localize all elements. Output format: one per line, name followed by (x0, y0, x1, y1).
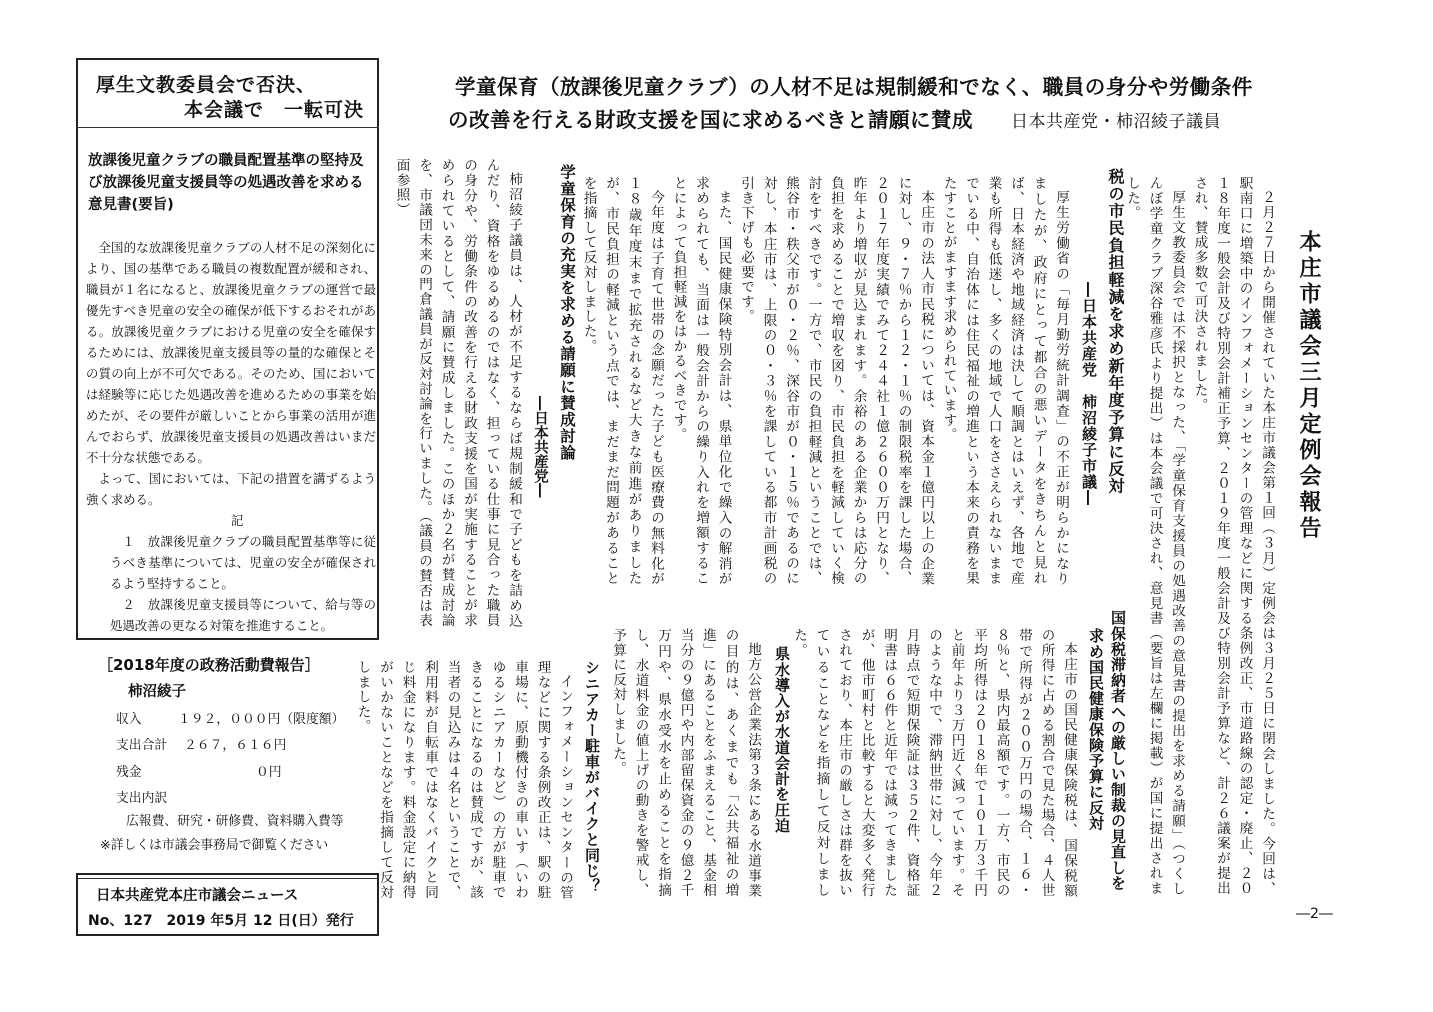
kokuho-paragraph-1: 本庄市の国民健康保険税は、国保税額の所得に占める割合で見た場合、４人世帯で所得が２００万円の場合、１６・８％と、県内最高額です。一方、市民の平均所得は２０１８年で１０１万３千円と前年より３万円近く減っています。そのような中で、滞納世帯に対し、今年２月時点で短期保険証は３５２件、資格証明書は６６件と近年では減ってきましたが、他市町村と比較すると大変多く発行されており、本庄市の厳しさは群を抜いていることなどを指摘して反対しました。 (791, 628, 1077, 898)
tax-body (580, 176, 1072, 586)
water-heading: 県水導入が水道会計を圧迫 (773, 646, 791, 834)
expense-balance-label: 残金 (116, 765, 142, 780)
tax-paragraph-4: 今年度は子育て世帯の念願だった子ども医療費の無料化が１８歳年度末まで拡充されるなど大きな前進がありましたが、市民負担の軽減という点では、まだまだ問題があることを指摘して反対しました。 (580, 176, 664, 586)
expense-income-label: 収入 (116, 712, 142, 727)
sidebar-headline-2: 本会議で 一転可決 (184, 99, 365, 121)
petition-note: 記 (231, 513, 244, 528)
expense-income-value: １９２，０００円（限度額） (178, 712, 345, 727)
expense-note: ※詳しくは市議会事務局で御覧ください (100, 838, 329, 853)
report-paragraph-1: ２月２７日から開催されていた本庄市議会第１回（３月）定例会は３月２５日に閉会しました。今回は、駅南口に増築中のインフォメーションセンターの管理などに関する条例改正、市道路線の認定・廃止、２０１８年度一般会計及び特別会計補正予算、２０１９年度一般会計及び特別会計予算など、計２６議案が提出され、賛成多数で可決されました。 (1191, 176, 1275, 896)
page-number: ―2― (1296, 906, 1333, 922)
report-heading: 本庄市議会三月定例会報告 (1296, 230, 1321, 542)
expense-income (116, 708, 345, 727)
gakudo-body (393, 158, 525, 628)
kokuho-heading-2: 求め国民健康保険予算に反対 (1087, 628, 1105, 831)
gakudo-heading: 学童保育の充実を求める請願に賛成討論 (558, 164, 576, 461)
tax-byline: ―日本共産党 柿沼綾子市議― (1080, 282, 1098, 506)
kokuho-body (791, 628, 1080, 898)
expense-detail-value: 広報費、研究・研修費、資料購入費等 (126, 814, 344, 829)
parking-heading: シニアカー駐車がバイクと同じ？ (583, 660, 601, 894)
expense-total-label: 支出合計 (116, 738, 168, 753)
sidebar-divider (76, 127, 379, 128)
tax-heading: 税の市民負担軽減を求め新年度予算に反対 (1106, 168, 1125, 495)
petition-paragraph-2: よって、国においては、下記の措置を講ずるよう強く求める。 (86, 471, 376, 507)
expense-total (116, 734, 287, 753)
expense-balance-value: ０円 (256, 765, 282, 780)
kokuho-heading-1: 国保税滞納者への厳しい制裁の見直しを (1109, 610, 1127, 891)
petition-item-1: １ 放課後児童クラブの職員配置基準等に従うべき基準については、児童の安全が確保されるよう堅持すること。 (110, 534, 376, 591)
expense-balance (116, 761, 282, 780)
footer-inner-rule (78, 878, 377, 879)
gakudo-paragraph-1: 柿沼綾子議員は、人材が不足するならば規制緩和で子どもを詰め込んだり、資格をゆるめるのではなく、担っている仕事に見合った職員の身分や、労働条件の改善を行える財政支援を国が実施することが求められているとして、請願に賛成しました。このほか２名が賛成討論を、市議団未来の門倉議員が反対討論を行いました。（議員の賛否は表面参照） (393, 158, 522, 628)
water-body (610, 628, 764, 898)
gakudo-byline: ―日本共産党― (532, 396, 548, 498)
parking-body (354, 660, 576, 900)
tax-paragraph-2: 本庄市の法人市民税については、資本金１億円以上の企業に対し、９・７％から１２・１％の制限税率を課した場合、２０１７年度実績でみて２４４社１億２６００万円となり、昨年より増収が見込まれます。余裕のある企業からは応分の負担を求めることで増収を図り、市民負担を軽減していく検討をすべきです。一方で、市民の負担軽減ということでは、熊谷市・秩父市が０・２％、深谷市が０・１５％であるのに対し、本庄市は、上限の０・３％を課している都市計画税の引き下げも必要です。 (738, 176, 934, 586)
tax-paragraph-1: 厚生労働省の「毎月勤労統計調査」の不正が明らかになりましたが、政府にとって都合の悪いデータをきちんと見れば、日本経済や地域経済は決して順調とはいえず、各地で産業も所得も低迷し、多くの地域で人口をささえられないままでいる中、自治体には住民福祉の増進という本来の責務を果たすことがますます求められています。 (940, 176, 1069, 586)
report-paragraph-2: 厚生文教委員会では不採択となった、「学童保育支援員の処遇改善の意見書の提出を求める請願」（つくしんぼ学童クラブ深谷雅彦氏より提出）は本会議で可決され、意見書（要旨は左欄に掲載）が国に提出されました。 (1124, 176, 1185, 896)
petition-title: 放課後児童クラブの職員配置基準の堅持及び放課後児童支援員等の処遇改善を求める意見書(要旨) (88, 153, 364, 213)
expense-title: ［2018年度の政務活動費報告］ (98, 656, 320, 674)
main-title-line-1: 学童保育（放課後児童クラブ）の人材不足は規制緩和でなく、職員の身分や労働条件 (455, 75, 1253, 99)
petition-body (86, 237, 376, 636)
sidebar-headline-1: 厚生文教委員会で否決、 (96, 74, 317, 96)
main-title-text: の改善を行える財政支援を国に求めるべきと請願に賛成 (448, 108, 973, 132)
expense-detail-label: 支出内訳 (116, 791, 168, 806)
tax-paragraph-3: また、国民健康保険特別会計は、県単位化で繰入の解消が求められても、当面は一般会計からの繰り入れを増額することによって負担軽減をはかるべきです。 (670, 176, 732, 586)
parking-paragraph-1: インフォメーションセンターの管理などに関する条例改正は、駅の駐車場に、原動機付きの車いす（いわゆるシニアカーなど）の方が駐車できることになるのは賛成ですが、該当者の見込みは４名ということで、利用料が自転車ではなくバイクと同じ料金になります。料金設定に納得がいかないことなどを指摘して反対しました。 (354, 660, 573, 900)
report-body (1124, 176, 1278, 896)
newsletter-name: 日本共産党本庄市議会ニュース (96, 888, 299, 904)
petition-paragraph-1: 全国的な放課後児童クラブの人材不足の深刻化により、国の基準である職員の複数配置が緩和され、職員が１名になると、放課後児童クラブの運営で最優先すべき児童の安全の確保が低下するおそれがある。放課後児童クラブにおける児童の安全を確保するためには、放課後児童支援員等の量的な確保とその質の向上が不可欠である。そのため、国においては経験等に応じた処遇改善を進めるための事業を始めたが、その要件が厳しいことから事業の活用が進んでおらず、放課後児童支援員の処遇改善はいまだ不十分な状態である。 (86, 240, 376, 465)
issue-info: No、127 2019 年5月 12 日(日）発行 (88, 913, 354, 929)
main-title-line-2 (448, 103, 1221, 133)
author-name: 日本共産党・柿沼綾子議員 (1011, 112, 1221, 132)
expense-name: 柿沼綾子 (128, 684, 186, 700)
petition-item-2: ２ 放課後児童支援員等について、給与等の処遇改善の更なる対策を推進すること。 (110, 597, 376, 633)
expense-total-value: ２６７，６１６円 (184, 738, 287, 753)
water-paragraph-1: 地方公営企業法第３条にある水道事業の目的は、あくまでも「公共福祉の増進」にあることをふまえること、基金相当分の９億円や内部留保資金の９億２千万円や、県水受水を止めることを指摘し、水道料金の値上げの動きを警戒し、予算に反対しました。 (610, 628, 761, 898)
